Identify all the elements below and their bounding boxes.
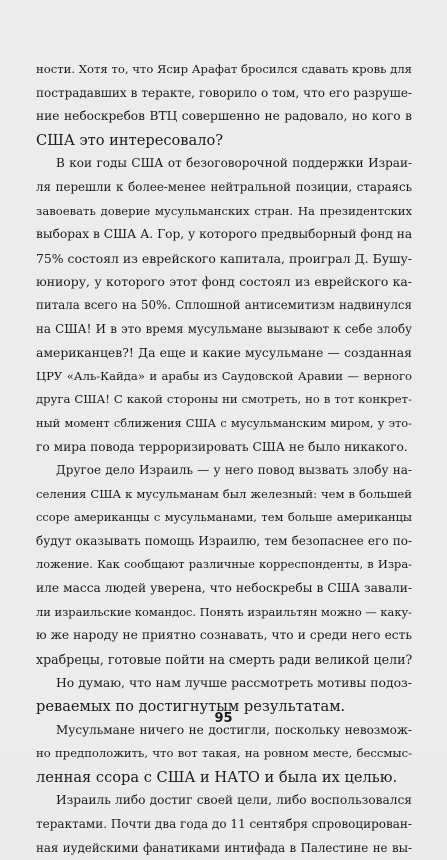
text-line: американцев?! Да еще и какие мусульмане — созданная	[36, 345, 412, 361]
text-line: но предположить, что вот такая, на ровном месте, бессмыс-	[36, 746, 412, 761]
text-line: Израиль либо достиг своей цели, либо воспользовался	[56, 793, 412, 808]
text-line: ленная ссора с США и НАТО и была их целью.	[36, 768, 398, 786]
text-line: реваемых по достигнутым результатам.	[36, 698, 346, 716]
text-line: ная иудейскими фанатиками интифада в Палестине не вы-	[36, 840, 412, 855]
text-line: будут оказывать помощь Израилю, тем безопаснее его по-	[36, 533, 412, 548]
text-line: выборах в США А. Гор, у которого предвыборный фонд на	[36, 227, 412, 242]
text-line: завоевать доверие мусульманских стран. На президентских	[36, 203, 412, 218]
text-line: ный момент сближения США с мусульманским миром, у это-	[36, 415, 412, 430]
text-line: Но думаю, что нам лучше рассмотреть мотивы подоз-	[56, 675, 412, 691]
text-line: ние небоскребов ВТЦ совершенно не радовало, но кого в	[36, 109, 412, 124]
text-line: на США! И в это время мусульмане вызывают к себе злобу	[36, 321, 412, 336]
text-line: пострадавших в теракте, говорило о том, что его разруше-	[36, 85, 412, 100]
text-line: ля перешли к более-менее нейтральной позиции, стараясь	[36, 179, 412, 194]
text-line: ЦРУ «Аль-Кайда» и арабы из Саудовской Аравии — верного	[36, 368, 412, 383]
text-line: ности. Хотя то, что Ясир Арафат бросился сдавать кровь для	[36, 62, 412, 76]
text-line: питала всего на 50%. Сплошной антисемитизм надвинулся	[36, 297, 412, 312]
text-line: 75% состоял из еврейского капитала, проиграл Д. Бушу-	[36, 250, 412, 266]
text-line: ли израильские командос. Понять израильтян можно — каку-	[36, 604, 412, 619]
text-line: иле масса людей уверена, что небоскребы в США завали-	[36, 581, 412, 596]
body-text	[36, 58, 412, 860]
text-line: ю же народу не приятно сознавать, что и среди него есть	[36, 628, 412, 643]
page-number: 95	[214, 711, 233, 726]
text-line: селения США к мусульманам был железный: чем в большей	[36, 486, 412, 501]
text-line: ссоре американцы с мусульманами, тем больше американцы	[36, 510, 412, 525]
text-line: юниору, у которого этот фонд состоял из еврейского ка-	[36, 274, 412, 290]
text-line: терактами. Почти два года до 11 сентября спровоцирован-	[36, 817, 412, 831]
text-line: США это интересовало?	[36, 131, 224, 149]
text-line: Другое дело Израиль — у него повод вызвать злобу на-	[56, 463, 412, 478]
text-line: ложение. Как сообщают различные корреспонденты, в Изра-	[36, 557, 412, 572]
text-line: храбрецы, готовые пойти на смерть ради великой цели?	[36, 651, 412, 667]
text-line: друга США! С какой стороны ни смотреть, но в тот конкрет-	[36, 392, 412, 407]
text-line: В кои годы США от безоговорочной поддержки Израи-	[56, 156, 412, 171]
text-line: го мира повода терроризировать США не было никакого.	[36, 439, 408, 454]
text-line: Мусульмане ничего не достигли, поскольку невозмож-	[56, 722, 412, 737]
